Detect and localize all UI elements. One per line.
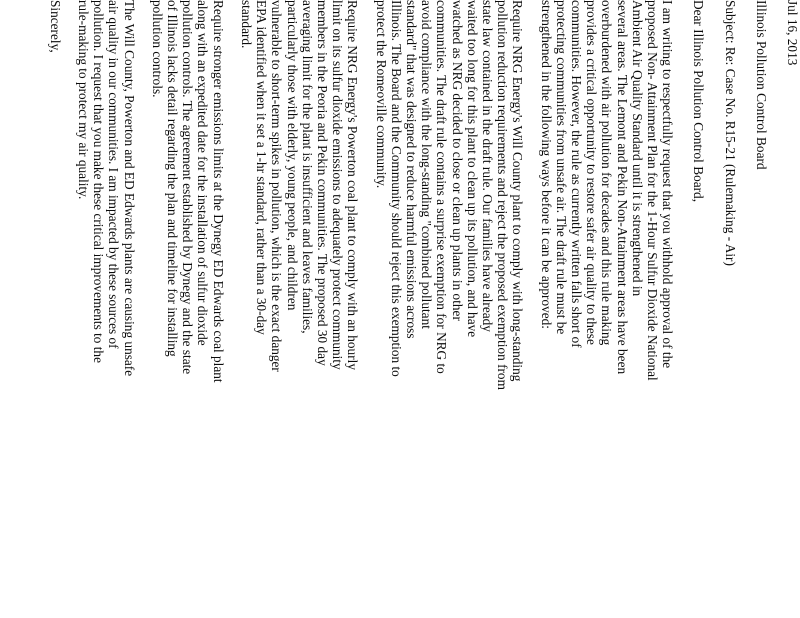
letter-subject: Subject: Re: Case No. R15-21 (Rulemaking - Air) <box>722 0 738 266</box>
letter-paragraph-request: The Will County, Powerton and ED Edwards plants are causing unsafe air quality in our communities. I am impacted by these sources of pollution. I request that you make these critical improvements to the rule-making to protect my air quality. <box>76 0 137 377</box>
letter-paragraph-ed-edwards: Require stronger emissions limits at the Dynegy ED Edwards coal plant along with an expedited date for the installation of sulfur dioxide pollution controls. The agreement established by Dynegy and the state of Illinois lacks detail regarding the plan and timeline for installing pollution controls. <box>149 0 226 383</box>
letter-paragraph-will-county: Require NRG Energy's Will County plant to comply with long-standing pollution reduction requirements and reject the proposed exemption from state law contained in the draft rule. Our families have already waited too long for this plant to clean up its pollution, and have watched as NRG decided to close or clean up plants in other communities. The draft rule contains a surprise exemption for NRG to avoid compliance with the long-standing "combined pollutant standard" that was designed to reduce harmful emissions across Illinois. The Board and the Community should reject this exemption to protect the Romeoville community. <box>373 0 526 390</box>
letter-closing: Sincerely, <box>47 0 63 53</box>
letter-paragraph-intro: I am writing to respectfully request that you withhold approval of the proposed Non- Attainment Plan for the 1-Hour Sulfur Dioxide National Ambient Air Quality Standard until it is strengthened in several areas. The Lemont and Pekin Non-Attainment areas have been overburdened with air pollution for decades and this rule making provides a critical opportunity to restore safer air quality to these communities. However, the rule as currently written falls short of protecting communities from unsafe air. The draft rule must be strengthened in the following ways before it can be approved: <box>538 0 676 381</box>
letter-addressee: Illinois Pollution Control Board <box>753 0 769 170</box>
letter-body <box>47 0 800 580</box>
letter-salutation: Dear Illinois Pollution Control Board, <box>691 0 707 203</box>
letter-date: Jul 16, 2013 <box>785 0 800 66</box>
letter-paragraph-powerton: Require NRG Energy's Powerton coal plant to comply with an hourly limit on its sulfur dioxide emissions to adequately protect community members in the Peoria and Pekin communities. The proposed 30 day averaging limit for the plant is insufficient and leaves families, particularly those with elderly, young people, and children vulnerable to short-term spikes in pollution, which is the exact danger EPA identified when it set a 1-hr standard, rather than a 30-day standard. <box>238 0 361 372</box>
